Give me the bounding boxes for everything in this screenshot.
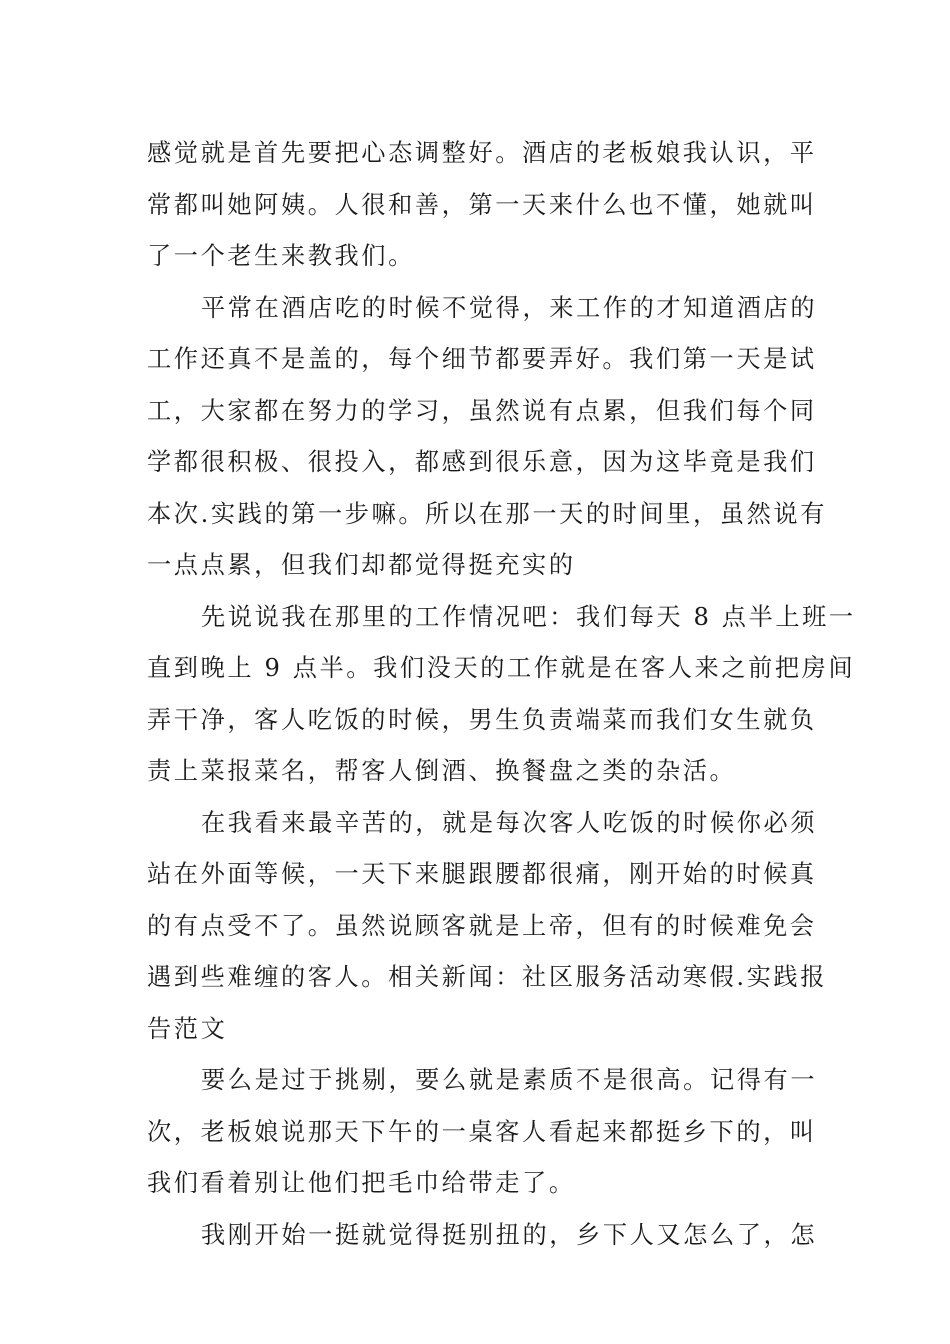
text-line: 工作还真不是盖的，每个细节都要弄好。我们第一天是试: [147, 345, 817, 373]
paragraph-first-line: 先说说我在那里的工作情况吧：我们每天 8 点半上班一: [201, 602, 856, 631]
paragraph-first-line: 要么是过于挑剔，要么就是素质不是很高。记得有一: [201, 1066, 818, 1094]
text-line: 学都很积极、很投入，都感到很乐意，因为这毕竟是我们: [147, 448, 817, 476]
text-line: 感觉就是首先要把心态调整好。酒店的老板娘我认识，平: [147, 139, 817, 167]
text-line: 了一个老生来教我们。: [147, 242, 415, 270]
text-line: 一点点累，但我们却都觉得挺充实的: [147, 551, 576, 579]
text-line: 常都叫她阿姨。人很和善，第一天来什么也不懂，她就叫: [147, 190, 817, 219]
document-body-text: [147, 128, 856, 1261]
text-line: 的有点受不了。虽然说顾客就是上帝，但有的时候难免会: [147, 911, 817, 940]
text-line: 告范文: [147, 1014, 228, 1043]
text-line: 站在外面等候，一天下来腿跟腰都很痛，刚开始的时候真: [147, 860, 817, 888]
paragraph-first-line: 在我看来最辛苦的，就是每次客人吃饭的时候你必须: [201, 808, 818, 837]
text-line: 我们看着别让他们把毛巾给带走了。: [147, 1169, 576, 1197]
text-line: 次，老板娘说那天下午的一桌客人看起来都挺乡下的，叫: [147, 1117, 817, 1146]
text-line: 工，大家都在努力的学习，虽然说有点累，但我们每个同: [147, 396, 817, 425]
text-line: 直到晚上 9 点半。我们没天的工作就是在客人来之前把房间: [147, 654, 856, 682]
paragraph-first-line: 我刚开始一挺就觉得挺别扭的，乡下人又怎么了，怎: [201, 1220, 818, 1249]
text-line: 责上菜报菜名，帮客人倒酒、换餐盘之类的杂活。: [147, 757, 737, 785]
paragraph-first-line: 平常在酒店吃的时候不觉得，来工作的才知道酒店的: [201, 293, 818, 322]
text-line: 本次.实践的第一步嘛。所以在那一天的时间里，虽然说有: [147, 499, 827, 528]
text-line: 遇到些难缠的客人。相关新闻：社区服务活动寒假.实践报: [147, 963, 827, 991]
text-line: 弄干净，客人吃饭的时候，男生负责端菜而我们女生就负: [147, 705, 817, 734]
